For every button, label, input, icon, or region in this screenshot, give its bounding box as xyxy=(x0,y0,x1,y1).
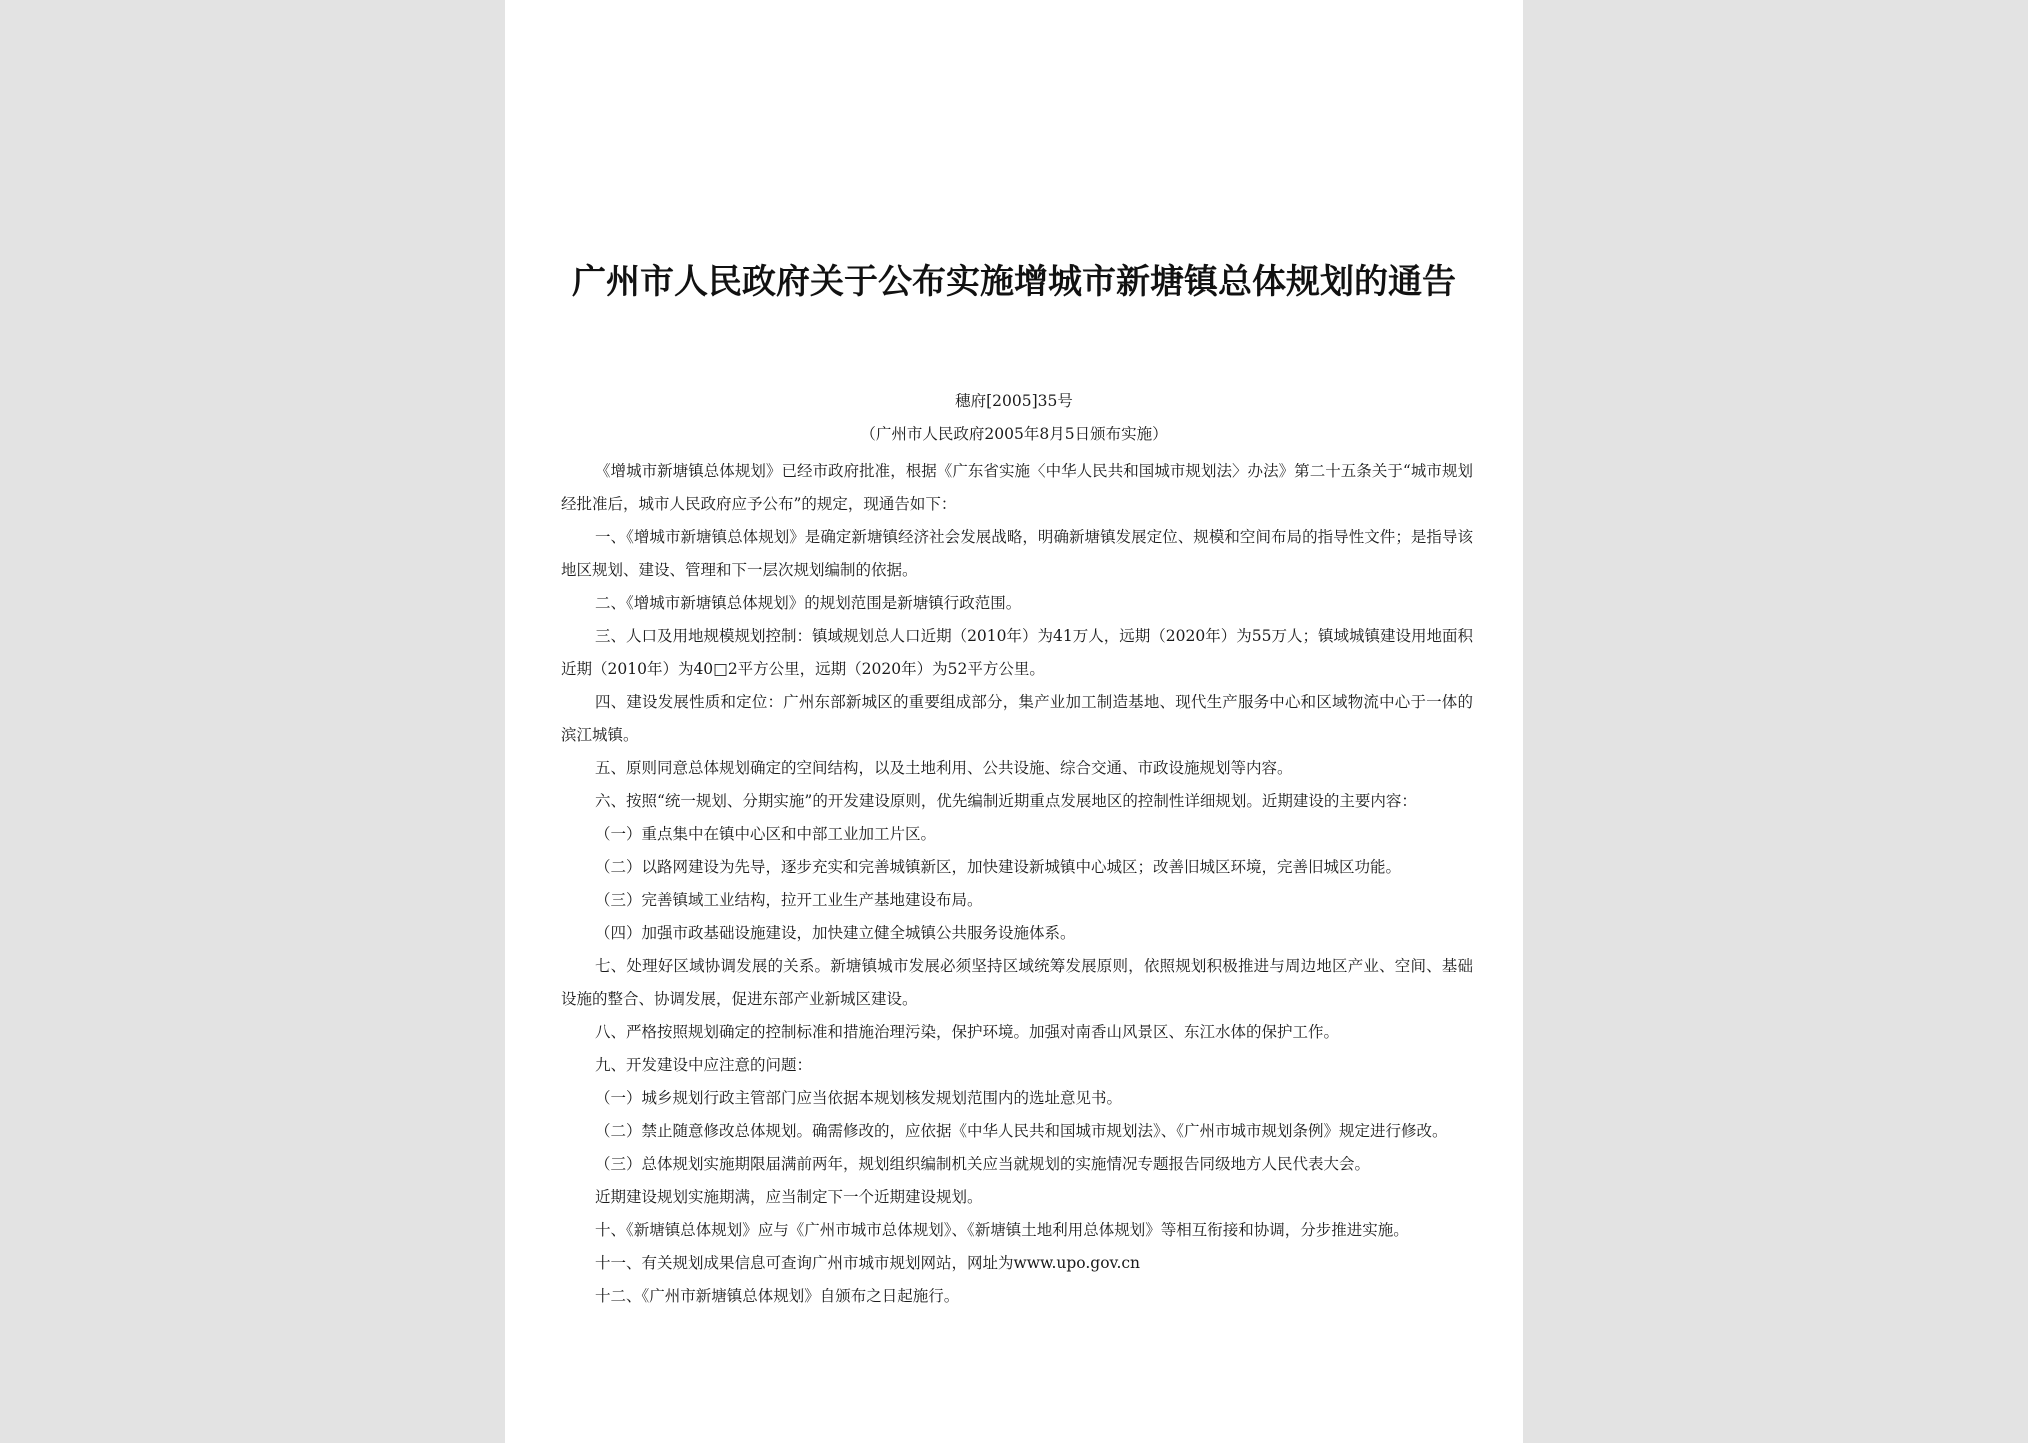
document-body xyxy=(561,455,1473,1313)
sub-clause-paragraph: （四）加强市政基础设施建设，加快建立健全城镇公共服务设施体系。 xyxy=(595,924,1076,942)
document-number: 穗府[2005]35号 xyxy=(955,392,1073,410)
clause-paragraph: 一、《增城市新塘镇总体规划》是确定新塘镇经济社会发展战略，明确新塘镇发展定位、规模和空间布局的指导性文件；是指导该地区规划、建设、管理和下一层次规划编制的依据。 xyxy=(561,528,1473,579)
clause-paragraph: 四、建设发展性质和定位：广州东部新城区的重要组成部分，集产业加工制造基地、现代生产服务中心和区域物流中心于一体的滨江城镇。 xyxy=(561,693,1473,744)
promulgation-note: （广州市人民政府2005年8月5日颁布实施） xyxy=(860,425,1168,443)
clause-paragraph: 七、处理好区域协调发展的关系。新塘镇城市发展必须坚持区域统筹发展原则，依照规划积极推进与周边地区产业、空间、基础设施的整合、协调发展，促进东部产业新城区建设。 xyxy=(561,957,1473,1008)
clause-paragraph: 八、严格按照规划确定的控制标准和措施治理污染，保护环境。加强对南香山风景区、东江水体的保护工作。 xyxy=(595,1023,1340,1041)
clause-paragraph: 六、按照“统一规划、分期实施”的开发建设原则，优先编制近期重点发展地区的控制性详细规划。近期建设的主要内容： xyxy=(595,792,1417,810)
sub-clause-paragraph: （三）总体规划实施期限届满前两年，规划组织编制机关应当就规划的实施情况专题报告同级地方人民代表大会。 xyxy=(595,1155,1371,1173)
clause-paragraph: 十一、有关规划成果信息可查询广州市城市规划网站，网址为www.upo.gov.cn xyxy=(595,1254,1141,1272)
clause-paragraph: 十二、《广州市新塘镇总体规划》自颁布之日起施行。 xyxy=(595,1287,960,1305)
sub-clause-paragraph: 近期建设规划实施期满，应当制定下一个近期建设规划。 xyxy=(595,1188,983,1206)
intro-paragraph: 《增城市新塘镇总体规划》已经市政府批准，根据《广东省实施〈中华人民共和国城市规划法〉办法》第二十五条关于“城市规划经批准后，城市人民政府应予公布”的规定，现通告如下： xyxy=(561,462,1473,513)
clause-paragraph: 十、《新塘镇总体规划》应与《广州市城市总体规划》、《新塘镇土地利用总体规划》等相互衔接和协调，分步推进实施。 xyxy=(595,1221,1409,1239)
sub-clause-paragraph: （一）重点集中在镇中心区和中部工业加工片区。 xyxy=(595,825,937,843)
clause-paragraph: 五、原则同意总体规划确定的空间结构，以及土地利用、公共设施、综合交通、市政设施规划等内容。 xyxy=(595,759,1293,777)
sub-clause-paragraph: （三）完善镇域工业结构，拉开工业生产基地建设布局。 xyxy=(595,891,983,909)
sub-clause-paragraph: （二）以路网建设为先导，逐步充实和完善城镇新区，加快建设新城镇中心城区；改善旧城区环境，完善旧城区功能。 xyxy=(595,858,1402,876)
clause-paragraph: 三、人口及用地规模规划控制：镇域规划总人口近期（2010年）为41万人，远期（2020年）为55万人；镇域城镇建设用地面积近期（2010年）为40□2平方公里，远期（2020年）为52平方公里。 xyxy=(561,627,1473,678)
clause-paragraph: 二、《增城市新塘镇总体规划》的规划范围是新塘镇行政范围。 xyxy=(595,594,1022,612)
document-title: 广州市人民政府关于公布实施增城市新塘镇总体规划的通告 xyxy=(572,262,1456,302)
clause-paragraph: 九、开发建设中应注意的问题： xyxy=(595,1056,813,1074)
sub-clause-paragraph: （二）禁止随意修改总体规划。确需修改的，应依据《中华人民共和国城市规划法》、《广州市城市规划条例》规定进行修改。 xyxy=(595,1122,1448,1140)
sub-clause-paragraph: （一）城乡规划行政主管部门应当依据本规划核发规划范围内的选址意见书。 xyxy=(595,1089,1123,1107)
document-page xyxy=(505,0,1523,1443)
